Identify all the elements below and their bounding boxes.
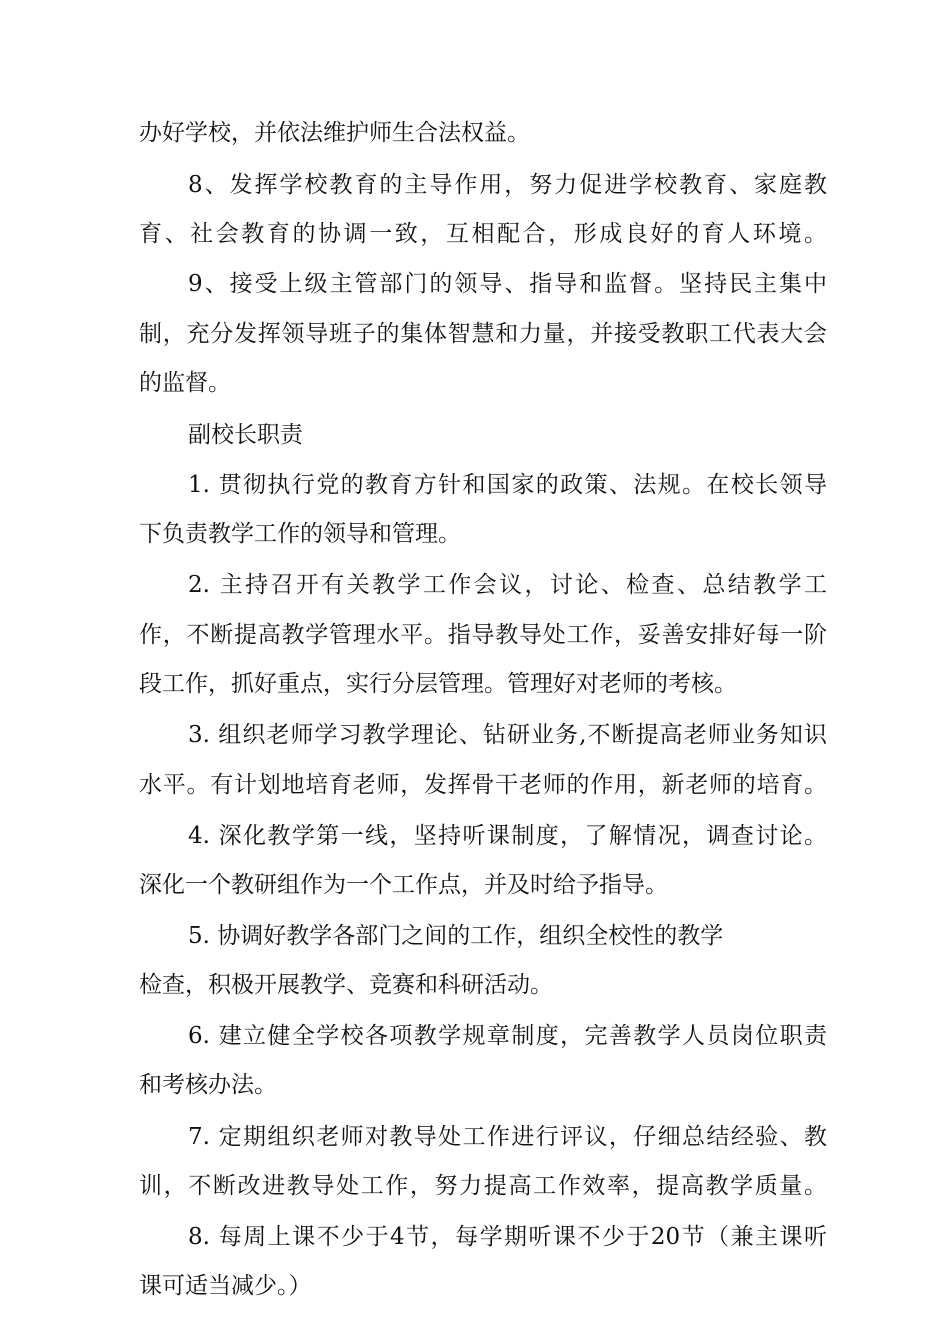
text-line-16: 深化一个教研组作为一个工作点，并及时给予指导。 bbox=[139, 872, 668, 898]
text-line-4: 9、接受上级主管部门的领导、指导和监督。坚持民主集中 bbox=[188, 271, 827, 297]
text-line-14: 水平。有计划地培育老师，发挥骨干老师的作用，新老师的培育。 bbox=[139, 772, 827, 798]
text-line-22: 训，不断改进教导处工作，努力提高工作效率，提高教学质量。 bbox=[139, 1173, 827, 1199]
text-line-15: 4. 深化教学第一线，坚持听课制度，了解情况，调查讨论。 bbox=[188, 823, 827, 849]
text-line-1: 办好学校，并依法维护师生合法权益。 bbox=[139, 120, 530, 146]
text-line-17: 5. 协调好教学各部门之间的工作，组织全校性的教学 bbox=[188, 923, 724, 949]
text-line-2: 8、发挥学校教育的主导作用，努力促进学校教育、家庭教 bbox=[188, 172, 827, 198]
text-line-5: 制，充分发挥领导班子的集体智慧和力量，并接受教职工代表大会 bbox=[139, 321, 827, 347]
text-line-23: 8. 每周上课不少于4节，每学期听课不少于20节（兼主课听 bbox=[188, 1224, 827, 1250]
text-line-24: 课可适当减少。） bbox=[139, 1273, 312, 1299]
text-line-11: 作，不断提高教学管理水平。指导教导处工作，妥善安排好每一阶 bbox=[139, 622, 827, 648]
text-line-9: 下负责教学工作的领导和管理。 bbox=[139, 521, 461, 547]
text-line-3: 育、社会教育的协调一致，互相配合，形成良好的育人环境。 bbox=[139, 221, 827, 247]
text-line-20: 和考核办法。 bbox=[139, 1072, 277, 1098]
section-heading: 副校长职责 bbox=[188, 422, 303, 448]
text-line-13: 3. 组织老师学习教学理论、钻研业务,不断提高老师业务知识 bbox=[188, 722, 827, 748]
text-line-19: 6. 建立健全学校各项教学规章制度，完善教学人员岗位职责 bbox=[188, 1023, 827, 1049]
text-line-12: 段工作，抓好重点，实行分层管理。管理好对老师的考核。 bbox=[139, 671, 737, 697]
text-line-8: 1. 贯彻执行党的教育方针和国家的政策、法规。在校长领导 bbox=[188, 472, 827, 498]
text-line-21: 7. 定期组织老师对教导处工作进行评议，仔细总结经验、教 bbox=[188, 1124, 827, 1150]
text-line-6: 的监督。 bbox=[139, 370, 231, 396]
text-line-18: 检查，积极开展教学、竞赛和科研活动。 bbox=[139, 972, 553, 998]
text-line-10: 2. 主持召开有关教学工作会议，讨论、检查、总结教学工 bbox=[188, 572, 827, 598]
